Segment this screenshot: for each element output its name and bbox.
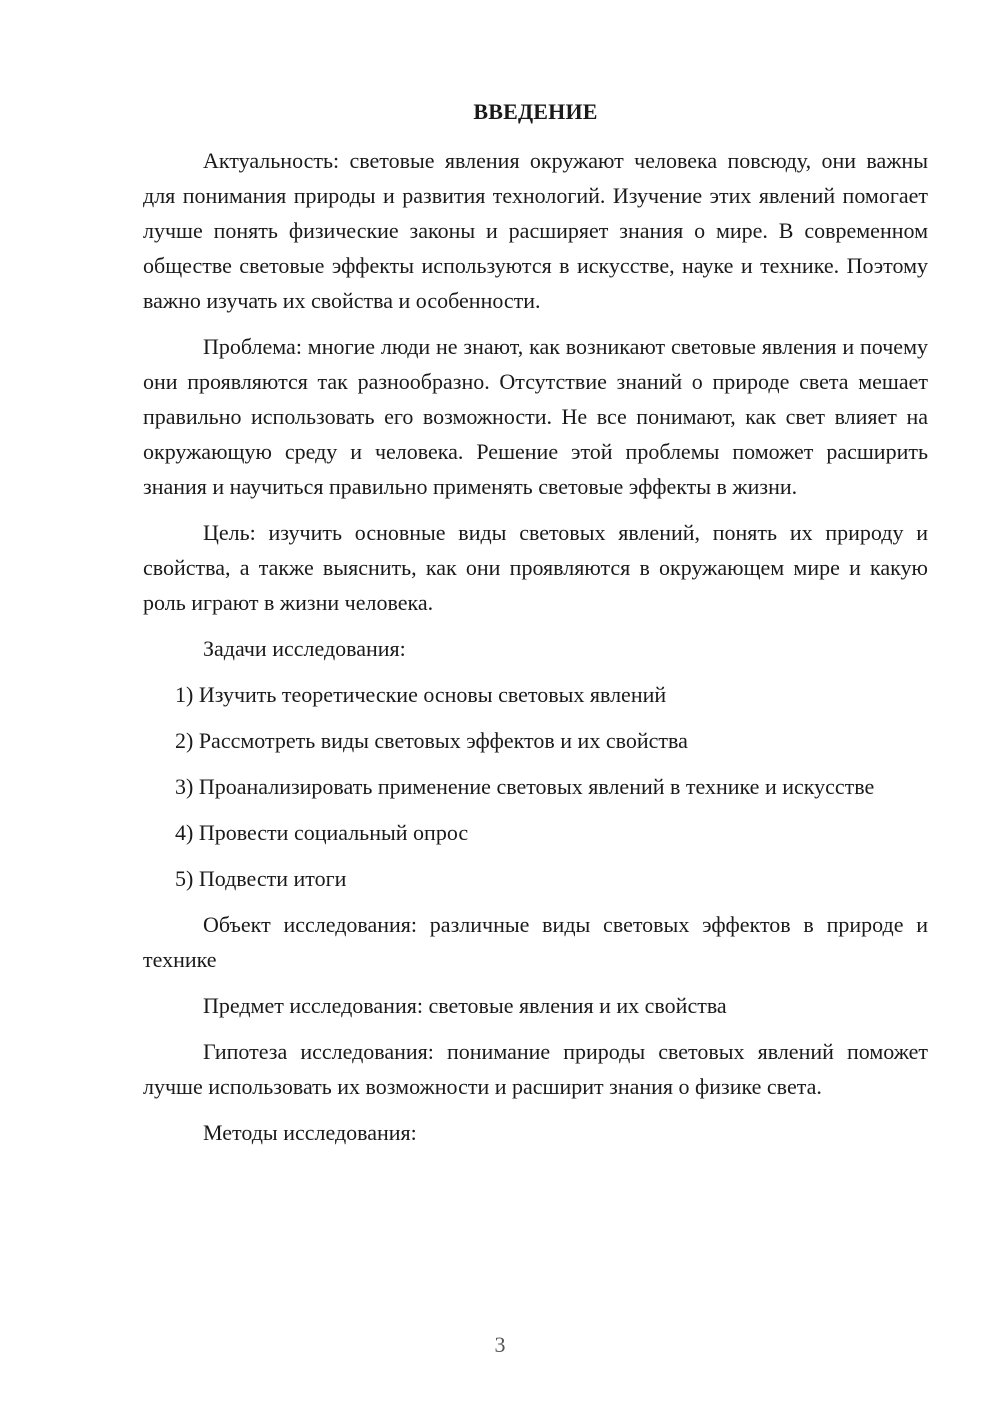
paragraph-object: Объект исследования: различные виды световых эффектов в природе и технике xyxy=(143,912,928,972)
paragraph-goal: Цель: изучить основные виды световых явлений, понять их природу и свойства, а также выяснить, как они проявляются в окружающем мире и какую роль играют в жизни человека. xyxy=(143,520,928,615)
methods-title: Методы исследования: xyxy=(203,1120,417,1145)
tasks-title: Задачи исследования: xyxy=(203,636,406,661)
task-item-3: 3) Проанализировать применение световых явлений в технике и искусстве xyxy=(175,774,875,799)
paragraph-problem: Проблема: многие люди не знают, как возникают световые явления и почему они проявляются так разнообразно. Отсутствие знаний о природе света мешает правильно использовать его возможности. Не все понимают, как свет влияет на окружающую среду и человека. Решение этой проблемы поможет расширить знания и научиться правильно применять световые эффекты в жизни. xyxy=(143,334,928,499)
task-item-1: 1) Изучить теоретические основы световых явлений xyxy=(175,682,667,707)
page-heading: ВВЕДЕНИЕ xyxy=(473,99,598,124)
paragraph-hypothesis: Гипотеза исследования: понимание природы световых явлений поможет лучше использовать их возможности и расширит знания о физике света. xyxy=(143,1039,928,1099)
page-number: 3 xyxy=(494,1332,506,1357)
paragraph-subject: Предмет исследования: световые явления и их свойства xyxy=(203,993,727,1018)
paragraph-relevance: Актуальность: световые явления окружают человека повсюду, они важны для понимания природы и развития технологий. Изучение этих явлений помогает лучше понять физические законы и расширяет знания о мире. В современном обществе световые эффекты используются в искусстве, науке и технике. Поэтому важно изучать их свойства и особенности. xyxy=(143,148,928,313)
task-item-2: 2) Рассмотреть виды световых эффектов и их свойства xyxy=(175,728,688,753)
task-item-5: 5) Подвести итоги xyxy=(175,866,347,891)
task-item-4: 4) Провести социальный опрос xyxy=(175,820,469,845)
page-content xyxy=(143,94,928,1161)
